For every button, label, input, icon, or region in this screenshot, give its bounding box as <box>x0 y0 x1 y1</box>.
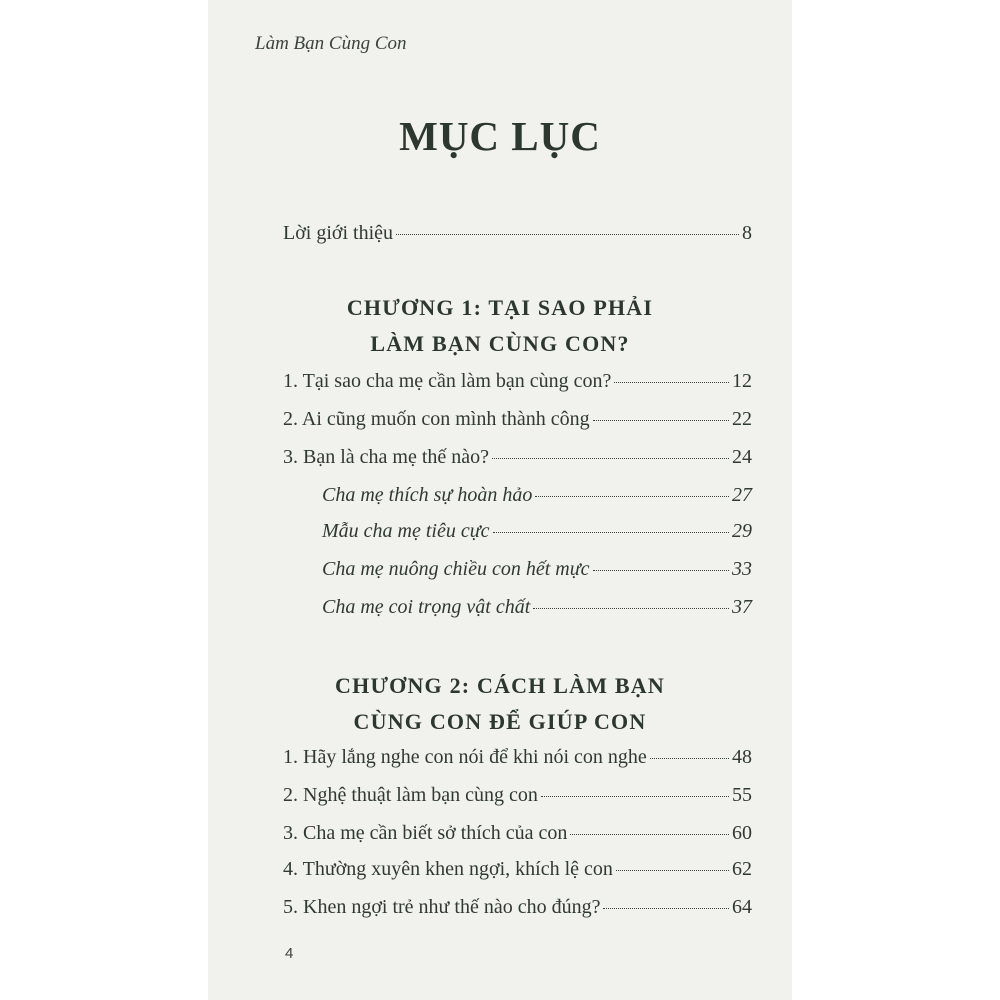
chapter-2-line1: CHƯƠNG 2: CÁCH LÀM BẠN <box>335 673 665 698</box>
toc-entry <box>283 370 752 393</box>
toc-entry-label: Mẫu cha mẹ tiêu cực <box>322 520 490 542</box>
toc-entry <box>283 896 752 919</box>
toc-entry <box>283 858 752 881</box>
toc-entry <box>283 746 752 769</box>
dot-leader <box>650 758 729 759</box>
toc-entry-page: 48 <box>732 746 752 768</box>
dot-leader <box>616 870 729 871</box>
toc-entry-label: Cha mẹ coi trọng vật chất <box>322 596 531 618</box>
chapter-1-heading <box>208 290 792 362</box>
toc-subentry <box>322 596 752 619</box>
dot-leader <box>593 570 729 571</box>
dot-leader <box>492 458 729 459</box>
toc-entry-label: Cha mẹ nuông chiều con hết mực <box>322 558 590 580</box>
toc-subentry <box>322 558 752 581</box>
toc-entry-page: 8 <box>742 222 752 244</box>
toc-entry-page: 29 <box>732 520 752 542</box>
toc-entry-intro <box>283 222 752 245</box>
toc-entry-page: 22 <box>732 408 752 430</box>
toc-entry-page: 37 <box>732 596 752 618</box>
dot-leader <box>533 608 729 609</box>
chapter-2-line2: CÙNG CON ĐỂ GIÚP CON <box>353 709 647 734</box>
chapter-1-line2: LÀM BẠN CÙNG CON? <box>370 331 630 356</box>
dot-leader <box>614 382 729 383</box>
toc-entry <box>283 408 752 431</box>
dot-leader <box>493 532 729 533</box>
dot-leader <box>593 420 729 421</box>
toc-entry-page: 24 <box>732 446 752 468</box>
dot-leader <box>603 908 729 909</box>
page-title: MỤC LỤC <box>399 113 601 159</box>
dot-leader <box>535 496 729 497</box>
toc-entry-label: 2. Ai cũng muốn con mình thành công <box>283 408 590 430</box>
toc-entry-label: 3. Bạn là cha mẹ thế nào? <box>283 446 490 468</box>
toc-entry-label: 1. Hãy lắng nghe con nói để khi nói con nghe <box>283 746 647 768</box>
dot-leader <box>570 834 729 835</box>
chapter-1-line1: CHƯƠNG 1: TẠI SAO PHẢI <box>346 295 654 320</box>
toc-entry-label: 5. Khen ngợi trẻ như thế nào cho đúng? <box>283 896 601 918</box>
running-header: Làm Bạn Cùng Con <box>255 33 407 54</box>
toc-entry-label: 4. Thường xuyên khen ngợi, khích lệ con <box>283 858 613 880</box>
toc-entry-label: 2. Nghệ thuật làm bạn cùng con <box>283 784 538 806</box>
toc-entry-page: 12 <box>732 370 752 392</box>
toc-entry-page: 64 <box>732 896 752 918</box>
toc-entry <box>283 822 752 845</box>
dot-leader <box>396 234 739 235</box>
toc-entry-page: 27 <box>732 484 752 506</box>
chapter-2-heading <box>208 668 792 740</box>
toc-entry <box>283 784 752 807</box>
toc-entry-label: Lời giới thiệu <box>283 222 394 244</box>
toc-entry-label: Cha mẹ thích sự hoàn hảo <box>322 484 533 506</box>
toc-entry-label: 3. Cha mẹ cần biết sở thích của con <box>283 822 568 844</box>
toc-entry-page: 62 <box>732 858 752 880</box>
toc-subentry <box>322 520 752 543</box>
dot-leader <box>541 796 729 797</box>
toc-entry <box>283 446 752 469</box>
toc-entry-page: 33 <box>732 558 752 580</box>
toc-subentry <box>322 484 752 507</box>
page-number: 4 <box>285 945 294 962</box>
toc-entry-page: 60 <box>732 822 752 844</box>
toc-entry-label: 1. Tại sao cha mẹ cần làm bạn cùng con? <box>283 370 612 392</box>
toc-entry-page: 55 <box>732 784 752 806</box>
